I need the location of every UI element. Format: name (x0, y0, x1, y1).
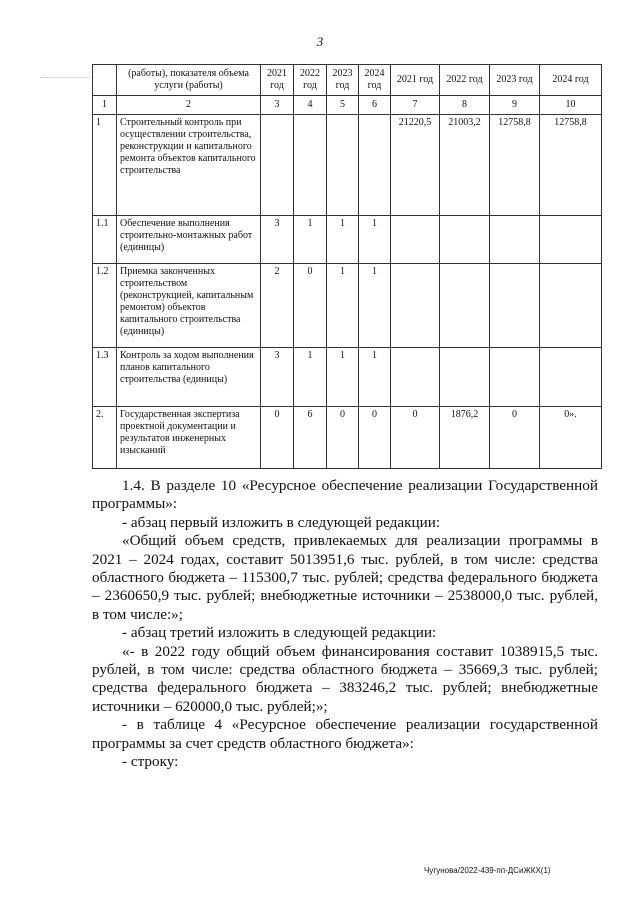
table-cell (440, 264, 490, 348)
scan-margin-mark (40, 77, 90, 78)
header-cell: 2021 год (391, 65, 440, 96)
row-number: 2. (93, 407, 117, 469)
row-description: Обеспечение выполнения строительно-монтажных работ (единицы) (117, 216, 261, 264)
table-cell: 0 (490, 407, 540, 469)
table-cell: 0 (391, 407, 440, 469)
row-description: Приемка законченных строительством (реконструкцией, капитальным ремонтом) объектов капитального строительства (единицы) (117, 264, 261, 348)
header-cell: 2021 год (261, 65, 294, 96)
table-cell: 0 (294, 264, 327, 348)
table-row (93, 407, 602, 469)
column-number: 3 (261, 96, 294, 115)
table-cell: 1 (359, 264, 391, 348)
table-cell: 0». (540, 407, 602, 469)
table-cell: 0 (327, 407, 359, 469)
header-cell: 2023 год (490, 65, 540, 96)
column-number: 9 (490, 96, 540, 115)
row-description: Строительный контроль при осуществлении строительства, реконструкции и капитального ремонта объектов капитального строительства (117, 115, 261, 216)
table-cell: 3 (261, 216, 294, 264)
table-cell (540, 216, 602, 264)
table-cell: 1 (327, 348, 359, 407)
table-cell: 21003,2 (440, 115, 490, 216)
paragraph: - абзац первый изложить в следующей редакции: (122, 513, 441, 531)
column-number: 10 (540, 96, 602, 115)
table-cell: 1 (294, 216, 327, 264)
table-cell (261, 115, 294, 216)
header-cell: 2022 год (294, 65, 327, 96)
column-number: 7 (391, 96, 440, 115)
header-cell: 2022 год (440, 65, 490, 96)
table-cell: 1 (359, 348, 391, 407)
table-row (93, 348, 602, 407)
table-cell (490, 348, 540, 407)
body-text (92, 477, 598, 772)
paragraph: - абзац третий изложить в следующей редакции: (122, 624, 437, 642)
table-row (93, 216, 602, 264)
table-header-row (93, 65, 602, 96)
table-cell: 12758,8 (490, 115, 540, 216)
footer-reference: Чугунова/2022-439-пп-ДСиЖКХ(1) (424, 866, 551, 875)
table-cell: 21220,5 (391, 115, 440, 216)
table-cell: 1 (294, 348, 327, 407)
table-cell: 1 (327, 264, 359, 348)
column-number-row (93, 96, 602, 115)
table-cell (391, 348, 440, 407)
table-cell (440, 348, 490, 407)
table-cell (327, 115, 359, 216)
table-cell: 12758,8 (540, 115, 602, 216)
row-description: Государственная экспертиза проектной документации и результатов инженерных изысканий (117, 407, 261, 469)
column-number: 2 (117, 96, 261, 115)
table-cell (490, 216, 540, 264)
table-row (93, 115, 602, 216)
table-cell: 1 (359, 216, 391, 264)
table-cell (294, 115, 327, 216)
table-cell: 0 (359, 407, 391, 469)
page-number: 3 (316, 34, 324, 49)
paragraph: «- в 2022 году общий объем финансирования составит 1038915,5 тыс. рублей, в том числе: средства областного бюджета – 35669,3 тыс. рублей; средства федерального бюджета – 383246,2 тыс. рублей; внебюджетные источники – 620000,0 тыс. рублей;»; (92, 642, 598, 715)
indicators-table (92, 64, 602, 469)
table-cell (490, 264, 540, 348)
header-cell (93, 65, 117, 96)
table-cell: 1876,2 (440, 407, 490, 469)
table-cell (391, 264, 440, 348)
column-number: 4 (294, 96, 327, 115)
row-number: 1 (93, 115, 117, 216)
paragraph: - в таблице 4 «Ресурсное обеспечение реализации государственной программы за счет средств областного бюджета»: (92, 716, 598, 752)
paragraph: «Общий объем средств, привлекаемых для реализации программы в 2021 – 2024 годах, составит 5013951,6 тыс. рублей, в том числе: средства областного бюджета – 115300,7 тыс. рублей; средства федерального бюджета – 2360650,9 тыс. рублей; внебюджетные источники – 2538000,0 тыс. рублей, в том числе:»; (92, 532, 598, 623)
column-number: 8 (440, 96, 490, 115)
column-number: 1 (93, 96, 117, 115)
header-cell: (работы), показателя объема услуги (работы) (117, 65, 261, 96)
paragraph: 1.4. В разделе 10 «Ресурсное обеспечение реализации Государственной программы»: (92, 477, 598, 513)
row-number: 1.3 (93, 348, 117, 407)
row-number: 1.2 (93, 264, 117, 348)
table-cell: 6 (294, 407, 327, 469)
row-description: Контроль за ходом выполнения планов капитального строительства (единицы) (117, 348, 261, 407)
table-cell: 2 (261, 264, 294, 348)
table-cell: 1 (327, 216, 359, 264)
paragraph: - строку: (122, 753, 179, 771)
column-number: 6 (359, 96, 391, 115)
column-number: 5 (327, 96, 359, 115)
row-number: 1.1 (93, 216, 117, 264)
table-cell (540, 264, 602, 348)
table-cell: 3 (261, 348, 294, 407)
table-cell (540, 348, 602, 407)
table-cell (359, 115, 391, 216)
table-cell (440, 216, 490, 264)
header-cell: 2023 год (327, 65, 359, 96)
table-cell (391, 216, 440, 264)
table-row (93, 264, 602, 348)
table-cell: 0 (261, 407, 294, 469)
header-cell: 2024 год (359, 65, 391, 96)
header-cell: 2024 год (540, 65, 602, 96)
